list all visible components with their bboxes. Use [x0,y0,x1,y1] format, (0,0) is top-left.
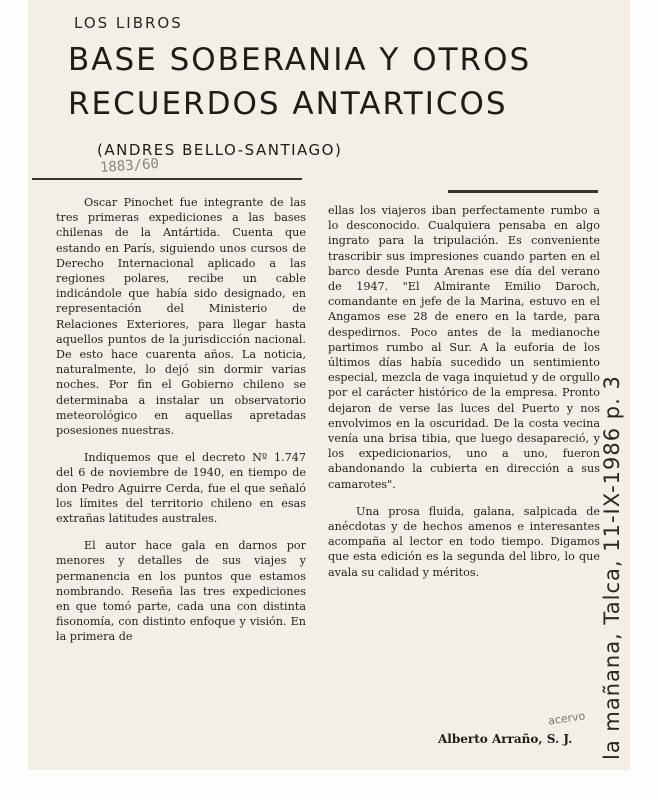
headline-line-2: RECUERDOS ANTARTICOS [68,86,508,122]
divider-rule-right [448,190,598,193]
paragraph: Indiquemos que el decreto Nº 1.747 del 6 de noviembre de 1940, en tiempo de don Pedro Aguirre Cerda, fue el que señaló los límites del territorio chileno en esas extrañas latitudes australes. [56,451,306,526]
paragraph: ellas los viajeros iban perfectamente rumbo a lo desconocido. Cualquiera pensaba en algo ingrato para la tripulación. Es conveniente trascribir sus impresiones cuando parten en el barco desde Punta Arenas ese día del verano de 1947. "El Almirante Emilio Daroch, comandante en jefe de la Marina, estuvo en el Angamos ese 28 de enero en la tarde, para despedirnos. Poco antes de la medianoche partimos rumbo al Sur. A la euforia de los últimos días había sucedido un sentimiento especial, mezcla de vaga inquietud y de orgullo por el carácter histórico de la empresa. Pronto dejaron de verse las luces del Puerto y nos envolvimos en la oscuridad. De la costa vecina venía una brisa tibia, que luego desapareció, y los expedicionarios, uno a uno, fueron abandonando la cubierta en dirección a sus camarotes". [328,204,600,491]
paragraph: El autor hace gala en darnos por menores y detalles de sus viajes y permanencia en los puntos que estamos nombrando. Reseña las tres expediciones en que tomó parte, cada una con distinta fisonomía, con distinto enfoque y visión. En la primera de [56,539,306,644]
article-column-right [328,203,600,592]
article-author: Alberto Arraño, S. J. [438,732,573,746]
divider-rule-left [32,178,302,180]
headline-line-1: BASE SOBERANIA Y OTROS [68,42,532,78]
paragraph: Una prosa fluida, galana, salpicada de anécdotas y de hechos amenos e interesantes acompaña al lector en todo tiempo. Digamos que esta edición es la segunda del libro, lo que avala su calidad y méritos. [328,504,600,579]
section-label: LOS LIBROS [74,14,183,32]
handwritten-corner-note: acervo [547,709,587,728]
byline: (ANDRES BELLO-SANTIAGO) [97,141,343,159]
paragraph: Oscar Pinochet fue integrante de las tres primeras expediciones a las bases chilenas de la Antártida. Cuenta que estando en París, siguiendo unos cursos de Derecho Internacional aplicado a las regiones polares, recibe un cable indicándole que había sido designado, en representación del Ministerio de Relaciones Exteriores, para llegar hasta aquellos puntos de la jurisdicción nacional. De esto hace cuarenta años. La noticia, naturalmente, lo dejó sin dormir varias noches. Por fin el Gobierno chileno se determinaba a instalar un observatorio meteorológico en aquellas apretadas posesiones nuestras. [56,196,306,438]
article-column-left [56,195,306,657]
handwritten-reference-number: 1883/60 [99,155,160,177]
handwritten-source-note: la mañana, Talca, 11-IX-1986 p. 3 [600,375,624,760]
